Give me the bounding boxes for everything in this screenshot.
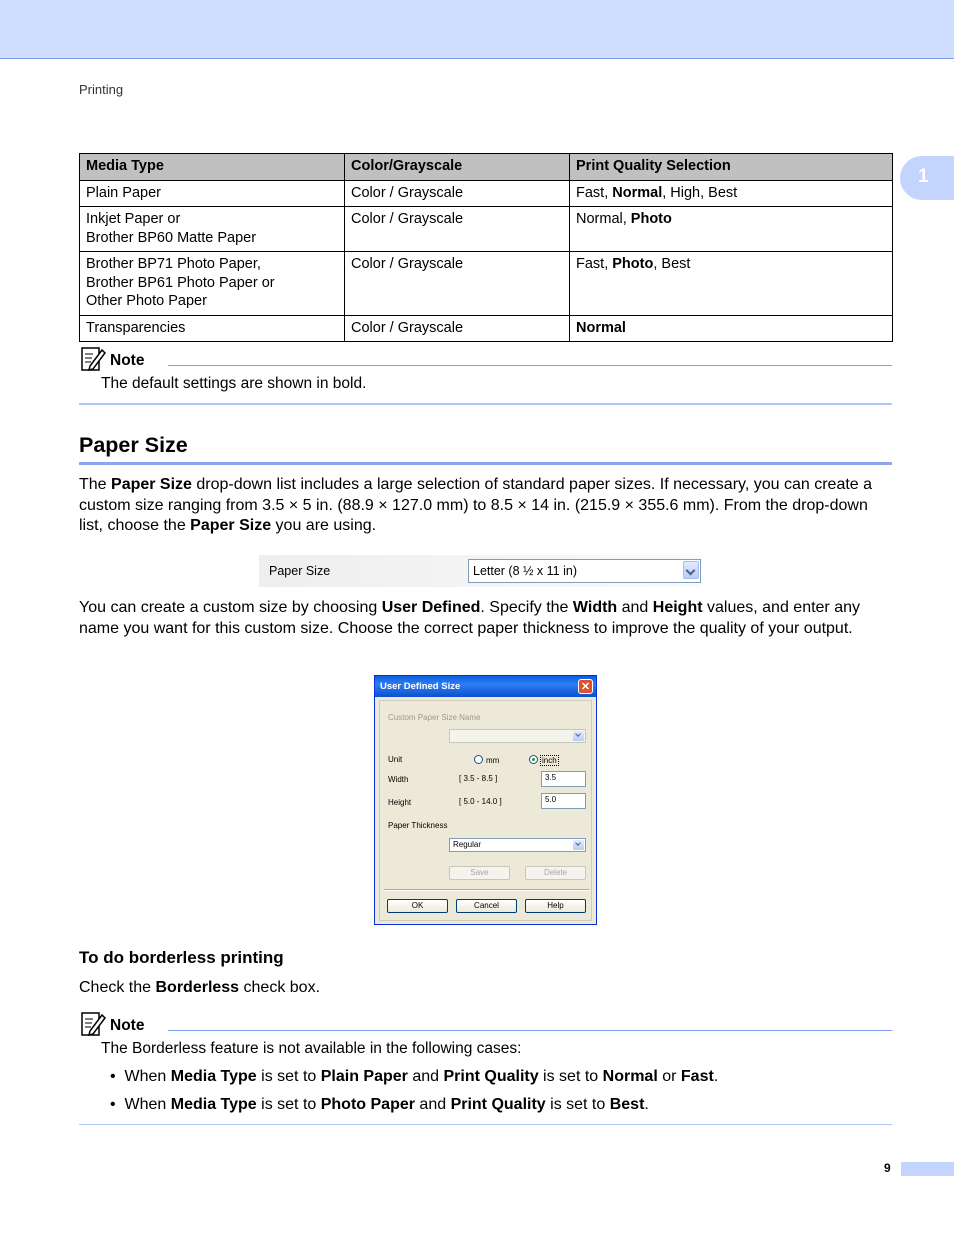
header-band — [0, 0, 954, 59]
text-run: You can create a custom size by choosing — [79, 599, 382, 616]
unit-label: Unit — [388, 755, 403, 764]
height-range: [ 5.0 - 14.0 ] — [459, 797, 502, 806]
note-label: Note — [110, 1017, 145, 1034]
text-run: Fast, — [576, 184, 613, 201]
media-type-line: Inkjet Paper or — [86, 211, 181, 227]
text-run: When — [124, 1096, 171, 1113]
page-number-bar — [901, 1162, 954, 1176]
media-type-line: Brother BP60 Matte Paper — [86, 229, 257, 246]
bold-term: Normal — [602, 1068, 658, 1085]
table-row — [80, 207, 893, 252]
bold-term: Photo — [612, 256, 654, 272]
note-text: The default settings are shown in bold. — [101, 375, 367, 392]
chapter-number: 1 — [918, 166, 929, 187]
save-button[interactable]: Save — [449, 866, 510, 880]
unit-mm-radio[interactable] — [474, 755, 483, 764]
text-run: and — [617, 599, 653, 616]
section-rule — [79, 462, 892, 465]
bold-term: Width — [572, 599, 618, 616]
table-row — [80, 315, 893, 342]
bold-term: Print Quality — [450, 1096, 546, 1113]
delete-button[interactable]: Delete — [525, 866, 586, 880]
table-body — [80, 180, 893, 342]
width-range: [ 3.5 - 8.5 ] — [459, 774, 498, 783]
table-header-cell: Media Type — [80, 154, 345, 181]
page-number: 9 — [884, 1161, 891, 1175]
bold-term: Plain Paper — [320, 1068, 408, 1085]
media-type-cell — [80, 252, 345, 316]
text-run: . — [644, 1096, 649, 1113]
text-run: or — [657, 1068, 681, 1085]
media-type-line: Brother BP71 Photo Paper, — [86, 256, 261, 272]
bold-term: Best — [609, 1096, 645, 1113]
bold-term: Photo — [630, 211, 672, 227]
close-icon[interactable]: ✕ — [578, 679, 593, 694]
paper-size-setting — [259, 555, 702, 587]
bold-term: Media Type — [170, 1096, 257, 1113]
dialog-titlebar — [375, 676, 596, 697]
text-run: Normal, — [576, 211, 631, 227]
dialog-separator — [384, 889, 589, 891]
media-type-cell — [80, 207, 345, 252]
chevron-down-icon[interactable] — [573, 840, 584, 850]
text-run: Fast, — [576, 256, 613, 272]
note-bullet-1 — [110, 1068, 718, 1086]
media-type-line: Other Photo Paper — [86, 293, 207, 309]
bold-term: Paper Size — [190, 517, 272, 534]
note-bullet-2 — [110, 1096, 649, 1114]
bullet-glyph: • — [110, 1096, 116, 1113]
quality-cell — [570, 315, 893, 342]
user-defined-size-dialog — [374, 675, 597, 925]
bold-term: Borderless — [155, 979, 240, 996]
text-run: is set to — [538, 1068, 603, 1085]
paper-thickness-select[interactable] — [449, 838, 586, 852]
note-pencil-icon — [80, 1011, 106, 1037]
help-button[interactable]: Help — [525, 899, 586, 913]
note-label: Note — [110, 352, 145, 369]
text-run: . Specify the — [480, 599, 573, 616]
note-bottom-rule — [79, 403, 892, 405]
paper-size-value: Letter (8 ½ x 11 in) — [473, 564, 577, 578]
chapter-tab — [900, 156, 954, 200]
bold-term: Print Quality — [443, 1068, 539, 1085]
custom-name-label: Custom Paper Size Name — [388, 713, 481, 722]
quality-cell — [570, 180, 893, 207]
table-header-row — [80, 154, 893, 181]
bold-term: Fast — [680, 1068, 714, 1085]
paper-thickness-value: Regular — [453, 840, 482, 849]
table-header-cell: Color/Grayscale — [345, 154, 570, 181]
media-type-cell — [80, 180, 345, 207]
color-cell: Color / Grayscale — [345, 207, 570, 252]
text-run: , High, Best — [662, 184, 738, 201]
paragraph-borderless — [79, 978, 893, 999]
text-run: check box. — [239, 979, 321, 996]
width-label: Width — [388, 775, 409, 784]
section-title: Paper Size — [79, 433, 188, 457]
paragraph-custom-size — [79, 598, 893, 639]
paper-size-label: Paper Size — [269, 564, 331, 578]
paragraph-paper-size — [79, 475, 893, 537]
custom-name-combo — [449, 729, 586, 743]
paper-size-select[interactable] — [468, 559, 701, 583]
note-bottom-rule — [79, 1124, 892, 1125]
unit-inch-radio[interactable] — [529, 755, 538, 764]
note-rule — [168, 1030, 892, 1031]
text-run: drop-down list includes a large selection of standard paper sizes. If necessary, you can create a custom size ranging from 3.5 × 5 in. (88.9 × 127.0 mm) to 8.5 × 14 in. (215.9 × 355.6 mm). From the drop-down list, choose the — [79, 476, 873, 534]
media-type-line: Transparencies — [86, 319, 186, 336]
ok-button[interactable]: OK — [387, 899, 448, 913]
text-run: The — [79, 476, 112, 493]
bold-term: User Defined — [381, 599, 481, 616]
text-run: , Best — [653, 256, 691, 272]
height-input[interactable]: 5.0 — [541, 793, 586, 809]
text-run: values, and enter any name you want for this custom size. Choose the correct paper thickness to improve the quality of your output. — [79, 599, 860, 637]
quality-cell — [570, 252, 893, 316]
note-text: The Borderless feature is not available in the following cases: — [101, 1040, 522, 1057]
subheading-borderless: To do borderless printing — [79, 948, 284, 967]
media-type-line: Brother BP61 Photo Paper or — [86, 274, 275, 291]
bold-term: Height — [652, 599, 703, 616]
color-cell: Color / Grayscale — [345, 315, 570, 342]
text-run: is set to — [545, 1096, 610, 1113]
quality-cell — [570, 207, 893, 252]
text-run: . — [713, 1068, 719, 1085]
bullet-text — [125, 1068, 719, 1085]
dialog-title: User Defined Size — [380, 681, 461, 692]
text-run: is set to — [256, 1068, 321, 1085]
text-run: is set to — [256, 1096, 321, 1113]
running-head: Printing — [79, 82, 124, 97]
media-type-line: Plain Paper — [86, 184, 161, 201]
width-input[interactable]: 3.5 — [541, 771, 586, 787]
text-run: and — [414, 1096, 451, 1113]
paper-thickness-label: Paper Thickness — [388, 821, 448, 830]
bullet-glyph: • — [110, 1068, 116, 1085]
note-pencil-icon — [80, 346, 106, 372]
unit-mm-label: mm — [486, 756, 500, 765]
chevron-down-icon[interactable] — [683, 561, 699, 579]
note-rule — [168, 365, 892, 366]
media-type-cell — [80, 315, 345, 342]
bold-term: Normal — [576, 319, 626, 336]
bullet-text — [125, 1096, 649, 1113]
bold-term: Paper Size — [111, 476, 192, 493]
height-label: Height — [388, 798, 412, 807]
unit-inch-label: inch — [542, 756, 557, 765]
text-run: and — [407, 1068, 444, 1085]
table-header-cell: Print Quality Selection — [570, 154, 893, 181]
color-cell: Color / Grayscale — [345, 180, 570, 207]
text-run: Check the — [79, 979, 156, 996]
bold-term: Media Type — [170, 1068, 257, 1085]
color-cell: Color / Grayscale — [345, 252, 570, 316]
table-row — [80, 252, 893, 316]
media-type-table — [79, 153, 893, 342]
bold-term: Normal — [612, 184, 663, 201]
cancel-button[interactable]: Cancel — [456, 899, 517, 913]
dialog-body — [379, 700, 592, 921]
table-row — [80, 180, 893, 207]
bold-term: Photo Paper — [320, 1096, 415, 1113]
chevron-down-icon — [573, 731, 584, 741]
text-run: When — [124, 1068, 171, 1085]
text-run: you are using. — [271, 517, 377, 534]
